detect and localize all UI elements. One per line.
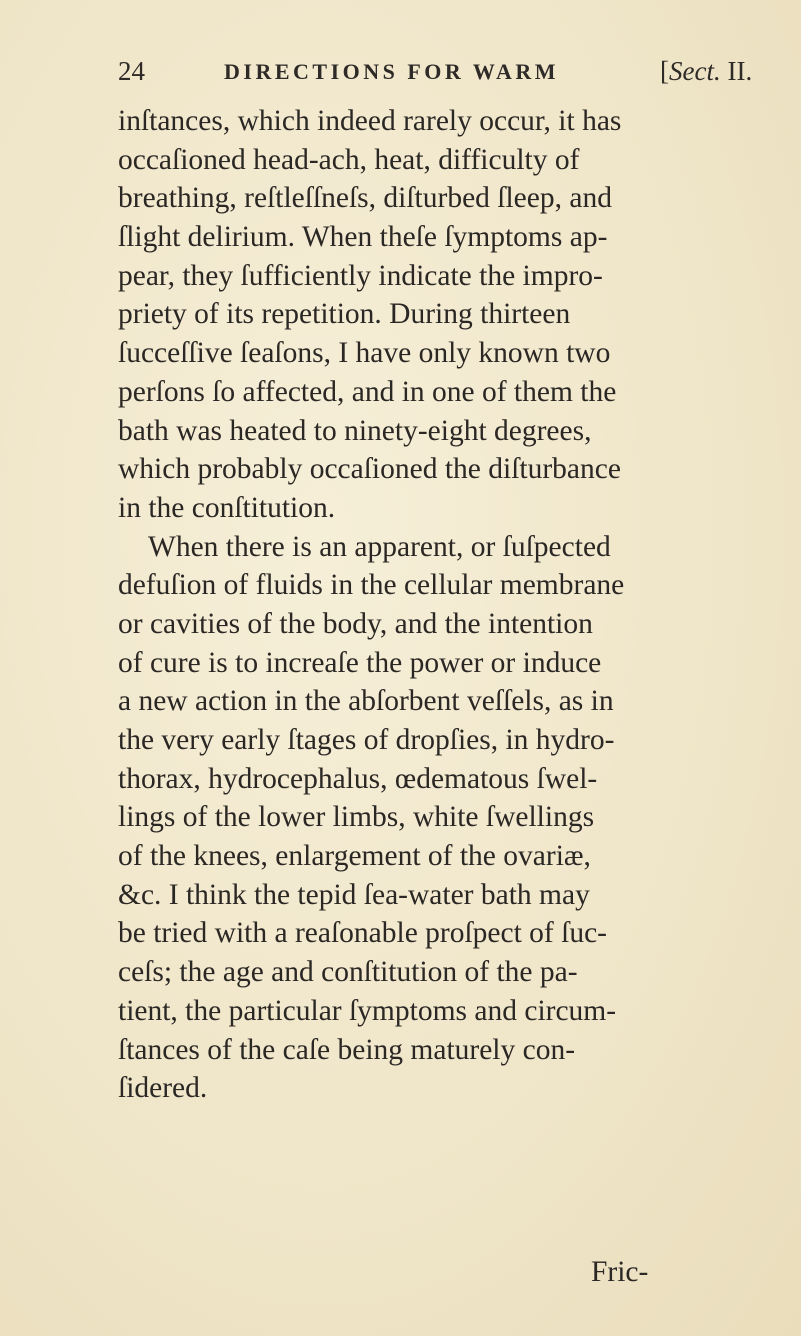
running-title: DIRECTIONS FOR WARM bbox=[224, 59, 560, 84]
page-header bbox=[118, 56, 788, 96]
text-line: lings of the lower limbs, white ſwellings bbox=[118, 801, 595, 834]
text-line: occaſioned head-ach, heat, difficulty of bbox=[118, 143, 580, 176]
text-line: pear, they ſufficiently indicate the impro- bbox=[118, 259, 603, 292]
text-line: bath was heated to ninety-eight degrees, bbox=[118, 414, 592, 447]
text-line: be tried with a reaſonable proſpect of ſuc- bbox=[118, 917, 607, 950]
text-line: &c. I think the tepid ſea-water bath may bbox=[118, 878, 590, 911]
text-line: perſons ſo affected, and in one of them the bbox=[118, 375, 617, 408]
text-line: which probably occaſioned the diſturbance bbox=[118, 453, 621, 486]
page-number: 24 bbox=[118, 56, 145, 86]
text-line: tient, the particular ſymptoms and circum- bbox=[118, 994, 617, 1027]
text-line: breathing, reſtleſſneſs, diſturbed ſleep, and bbox=[118, 182, 612, 215]
text-line: of the knees, enlargement of the ovariæ, bbox=[118, 840, 591, 873]
text-line: in the conſtitution. bbox=[118, 491, 336, 524]
text-line: ſucceſſive ſeaſons, I have only known two bbox=[118, 337, 611, 370]
text-line: ſlight delirium. When theſe ſymptoms ap- bbox=[118, 221, 608, 254]
text-line: ſidered. bbox=[118, 1072, 208, 1105]
section-bracket: [ bbox=[660, 56, 669, 86]
catchword: Fric- bbox=[591, 1256, 649, 1288]
text-line: ceſs; the age and conſtitution of the pa- bbox=[118, 956, 578, 989]
section-label: Sect. bbox=[669, 56, 721, 86]
text-line: priety of its repetition. During thirteen bbox=[118, 298, 571, 331]
section-number: II. bbox=[720, 56, 753, 86]
text-line: a new action in the abſorbent veſſels, as in bbox=[118, 685, 614, 718]
section-reference bbox=[660, 56, 752, 87]
text-line: defuſion of fluids in the cellular membrane bbox=[118, 569, 625, 602]
text-line: ſtances of the caſe being maturely con- bbox=[118, 1033, 576, 1066]
body-text bbox=[118, 102, 678, 1108]
text-line: of cure is to increaſe the power or induce bbox=[118, 646, 602, 679]
text-line: thorax, hydrocephalus, œdematous ſwel- bbox=[118, 762, 598, 795]
text-line: inſtances, which indeed rarely occur, it has bbox=[118, 105, 622, 137]
text-line: When there is an apparent, or ſuſpected bbox=[148, 530, 611, 563]
text-line: or cavities of the body, and the intention bbox=[118, 607, 593, 640]
text-line: the very early ſtages of dropſies, in hydro- bbox=[118, 724, 615, 756]
